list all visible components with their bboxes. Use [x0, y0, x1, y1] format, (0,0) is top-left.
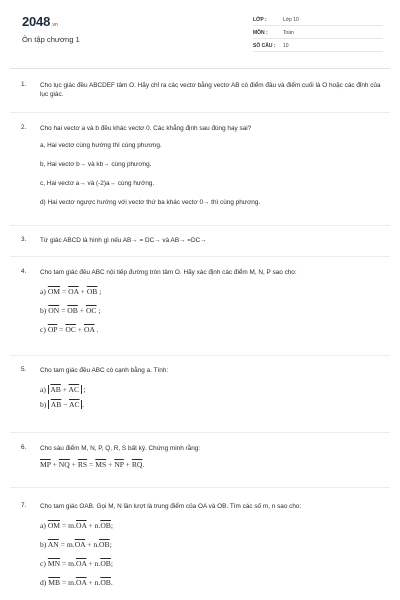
meta-row-subject	[253, 28, 383, 39]
question-6	[21, 444, 381, 470]
formula-a: a) $\overline{OM} = \overline{OA} + \overline{OB}$ ;	[40, 287, 102, 296]
formula-a: a) $\overline{AB} + \overline{AC}$ ;	[40, 385, 86, 394]
formula-b: b) $\overline{ON} = \overline{OB} + \overline{OC}$ ;	[40, 306, 101, 315]
question-7	[21, 502, 381, 588]
formula-d: d) $\overline{MB} = m.\overline{OA} + n.\overline{OB}$.	[40, 578, 113, 587]
question-text: Cho tam giác đều ABC nội tiếp đường tròn tâm O. Hãy xác định các điểm M, N, P sao cho:	[40, 269, 297, 276]
question-text: Cho tam giác đều ABC có cạnh bằng a. Tính:	[40, 367, 169, 374]
worksheet-meta	[253, 15, 383, 54]
question-number: 3.	[21, 236, 27, 243]
question-number: 1.	[21, 81, 27, 88]
option-c: c, Hai vectơ a→ và (-2)a→ cùng hướng.	[40, 180, 155, 187]
question-2	[21, 124, 381, 207]
question-4	[21, 268, 381, 335]
question-number: 2.	[21, 124, 27, 131]
question-text: Cho hai vectơ a và b đều khác vectơ 0. Các khẳng định sau đúng hay sai?	[40, 125, 252, 132]
question-text: Cho lục giác đều ABCDEF tâm O. Hãy chỉ ra các vectơ bằng vectơ AB có điểm đầu và điểm cuối là O hoặc các đỉnh của lục giác.	[40, 82, 381, 98]
option-a: a, Hai vectơ cùng hướng thì cùng phương.	[40, 142, 162, 149]
meta-key: MÔN :	[253, 29, 268, 36]
question-1	[21, 81, 381, 99]
site-logo[interactable]: 2048.vn	[22, 14, 58, 29]
formula-c: c) $\overline{MN} = m.\overline{OA} + n.\overline{OB}$;	[40, 559, 114, 568]
question-number: 4.	[21, 268, 27, 275]
question-text: Cho tam giác OAB. Gọi M, N lần lượt là trung điểm của OA và OB. Tìm các số m, n sao cho:	[40, 503, 302, 510]
meta-value: Lớp 10	[283, 16, 299, 23]
question-text: Cho sáu điểm M, N, P, Q, R, S bất kỳ. Chứng minh rằng:	[40, 445, 201, 452]
option-b: b, Hai vectơ b→ và kb→ cùng phương.	[40, 161, 152, 168]
formula-b: b) $\overline{AN} = m.\overline{OA} + n.\overline{OB}$;	[40, 540, 112, 549]
question-number: 7.	[21, 502, 27, 509]
question-text: Tứ giác ABCD là hình gì nếu AB→ = DC→ và AB→ =DC→	[40, 237, 207, 244]
meta-key: SỐ CÂU :	[253, 42, 276, 49]
meta-value: Toán	[283, 29, 294, 36]
formula-identity: $\overline{MP} + \overline{NQ} + \overline{RS} = \overline{MS} + \overline{NP} + \overline{RQ}$.	[40, 460, 145, 469]
question-separator	[10, 432, 390, 433]
question-separator	[10, 225, 390, 226]
question-number: 5.	[21, 366, 27, 373]
question-3	[21, 236, 381, 245]
option-d: d) Hai vectơ ngược hướng với vectơ thứ ba khác vectơ 0→ thì cùng phương.	[40, 199, 261, 206]
formula-c: c) $\overline{OP} = \overline{OC} + \overline{OA}$ .	[40, 325, 99, 334]
meta-value: 10	[283, 42, 289, 49]
page-title: Ôn tập chương 1	[22, 35, 80, 44]
question-separator	[10, 355, 390, 356]
formula-b: b) $\overline{AB} - \overline{AC}$ .	[40, 400, 84, 409]
question-number: 6.	[21, 444, 27, 451]
question-separator	[10, 487, 390, 488]
question-separator	[10, 112, 390, 113]
formula-a: a) $\overline{OM} = m.\overline{OA} + n.\overline{OB}$;	[40, 521, 114, 530]
meta-key: LỚP :	[253, 16, 267, 23]
question-5	[21, 366, 381, 410]
meta-row-class	[253, 15, 383, 26]
meta-row-count	[253, 41, 383, 52]
worksheet-header	[0, 0, 400, 68]
question-separator	[10, 256, 390, 257]
header-divider	[10, 68, 390, 69]
